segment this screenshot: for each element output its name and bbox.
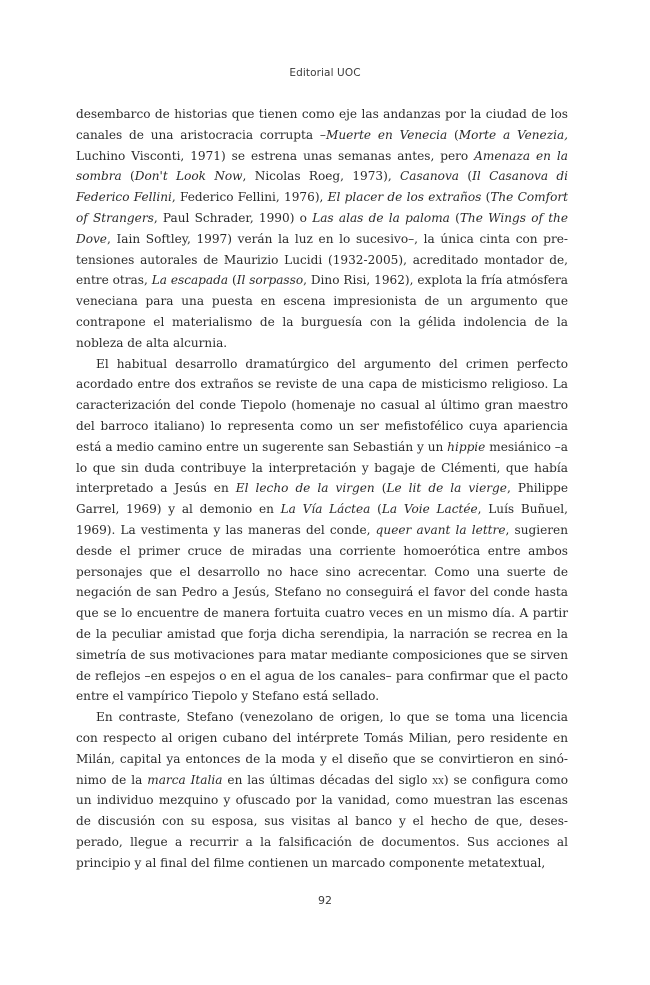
- text-run: en las últimas décadas del siglo: [222, 772, 433, 787]
- film-title: La escapada: [151, 273, 229, 288]
- film-title: Casanova: [400, 169, 460, 184]
- film-title: Amenaza en la sombra: [76, 148, 568, 184]
- text-run: (: [481, 190, 491, 205]
- film-title: La Vía Láctea: [280, 502, 371, 517]
- text-run: , Federico Fellini, 1976),: [171, 190, 328, 205]
- text-run: , sugieren desde el primer cruce de miradas una corriente homoerótica entre ambos personajes que el desarrollo no hace sino acrecentar. Como una suerte de negación de san Pedro a Jesús, Stefano no conseguirá el favor del conde hasta que se lo encuentre de manera fortuita cuatro veces en un mismo día. A partir de la peculiar amistad que forja dicha serendipia, la narración se recrea en la simetría de sus motivaciones para matar mediante composiciones que se sirven de reflejos –en espejos o en el agua de los canales– para confirmar que el pacto entre el vampírico Tiepolo y Stefano está sellado.: [76, 522, 568, 704]
- century-numeral: xx: [432, 772, 444, 787]
- film-title: Il sorpasso: [236, 273, 304, 288]
- text-run: En contraste, Stefano (venezolano de origen, lo que se toma una licencia con respecto al origen cubano del intérprete Tomás Milian, pero residente en Milán, capital ya entonces de la moda y el diseño que se convirtieron en sinónimo de la: [76, 710, 568, 787]
- film-title: The Wings of the Dove: [76, 210, 569, 246]
- film-title: Il Casanova di Federico Fellini: [76, 169, 569, 205]
- emphasis: marca Italia: [147, 772, 223, 787]
- film-title: Le lit de la vierge: [386, 481, 507, 496]
- film-title: La Voie Lactée: [381, 502, 478, 517]
- text-run: , Paul Schrader, 1990) o: [153, 210, 313, 225]
- text-run: (: [370, 502, 382, 517]
- emphasis: hippie: [447, 439, 486, 454]
- film-title: El lecho de la virgen: [235, 481, 375, 496]
- text-run: , Philippe Garrel, 1969) y al demonio en: [76, 481, 568, 517]
- body-text: [76, 104, 568, 873]
- film-title: Muerte en Venecia: [325, 127, 448, 142]
- film-title: El placer de los extraños: [327, 190, 482, 205]
- text-run: , Luís Buñuel, 1969). La vestimenta y las maneras del conde,: [76, 502, 568, 537]
- film-title: The Comfort of Strangers: [76, 190, 569, 225]
- text-run: , Dino Risi, 1962), explota la fría atmósfera veneciana para una puesta en escena impresionista de un argumento que contrapone el materialismo de la burguesía con la gélida indolencia de la nobleza de alta alcurnia.: [76, 273, 569, 350]
- text-run: (: [459, 169, 473, 184]
- text-run: desembarco de historias que tienen como eje las andanzas por la ciudad de los canales de una aristocracia corrupta –: [76, 107, 568, 142]
- text-run: (: [447, 127, 459, 142]
- text-run: (: [449, 210, 460, 225]
- running-header: Editorial UOC: [289, 67, 361, 79]
- text-run: , Iain Softley, 1997) verán la luz en lo sucesivo–, la única cinta con pretensiones autorales de Maurizio Lucidi (1932-2005), acreditado montador de, entre otras,: [76, 231, 568, 288]
- film-title: Las alas de la paloma: [312, 210, 450, 225]
- emphasis: queer avant la lettre: [375, 522, 506, 537]
- film-title: Morte a Venezia,: [458, 127, 568, 142]
- paragraph-1: [76, 104, 568, 354]
- paragraph-2: [76, 354, 568, 708]
- text-run: (: [374, 481, 387, 496]
- page-number: 92: [318, 894, 332, 907]
- paragraph-3: [76, 707, 568, 873]
- film-title: Don't Look Now: [134, 169, 243, 184]
- text-run: ) se configura como un individuo mezquino y ofuscado por la vanidad, como muestran las escenas de discusión con su esposa, sus visitas al banco y el hecho de que, desesperado, llegue a recurrir a la falsificación de documentos. Sus acciones al principio y al final del filme contienen un marcado componente metatextual,: [76, 772, 568, 870]
- text-run: El habitual desarrollo dramatúrgico del argumento del crimen perfecto acordado entre dos extraños se reviste de una capa de misticismo religioso. La caracterización del conde Tiepolo (homenaje no casual al último gran maestro del barroco italiano) lo representa como un ser mefistofélico cuya apariencia está a medio camino entre un sugerente san Sebastián y un: [76, 356, 568, 454]
- text-run: (: [228, 273, 237, 288]
- text-run: (: [121, 169, 135, 184]
- text-run: Luchino Visconti, 1971) se estrena unas semanas antes, pero: [76, 148, 475, 163]
- text-run: mesiánico –a lo que sin duda contribuye la interpretación y bagaje de Clémenti, que había interpretado a Jesús en: [76, 439, 568, 496]
- text-run: , Nicolas Roeg, 1973),: [242, 169, 401, 184]
